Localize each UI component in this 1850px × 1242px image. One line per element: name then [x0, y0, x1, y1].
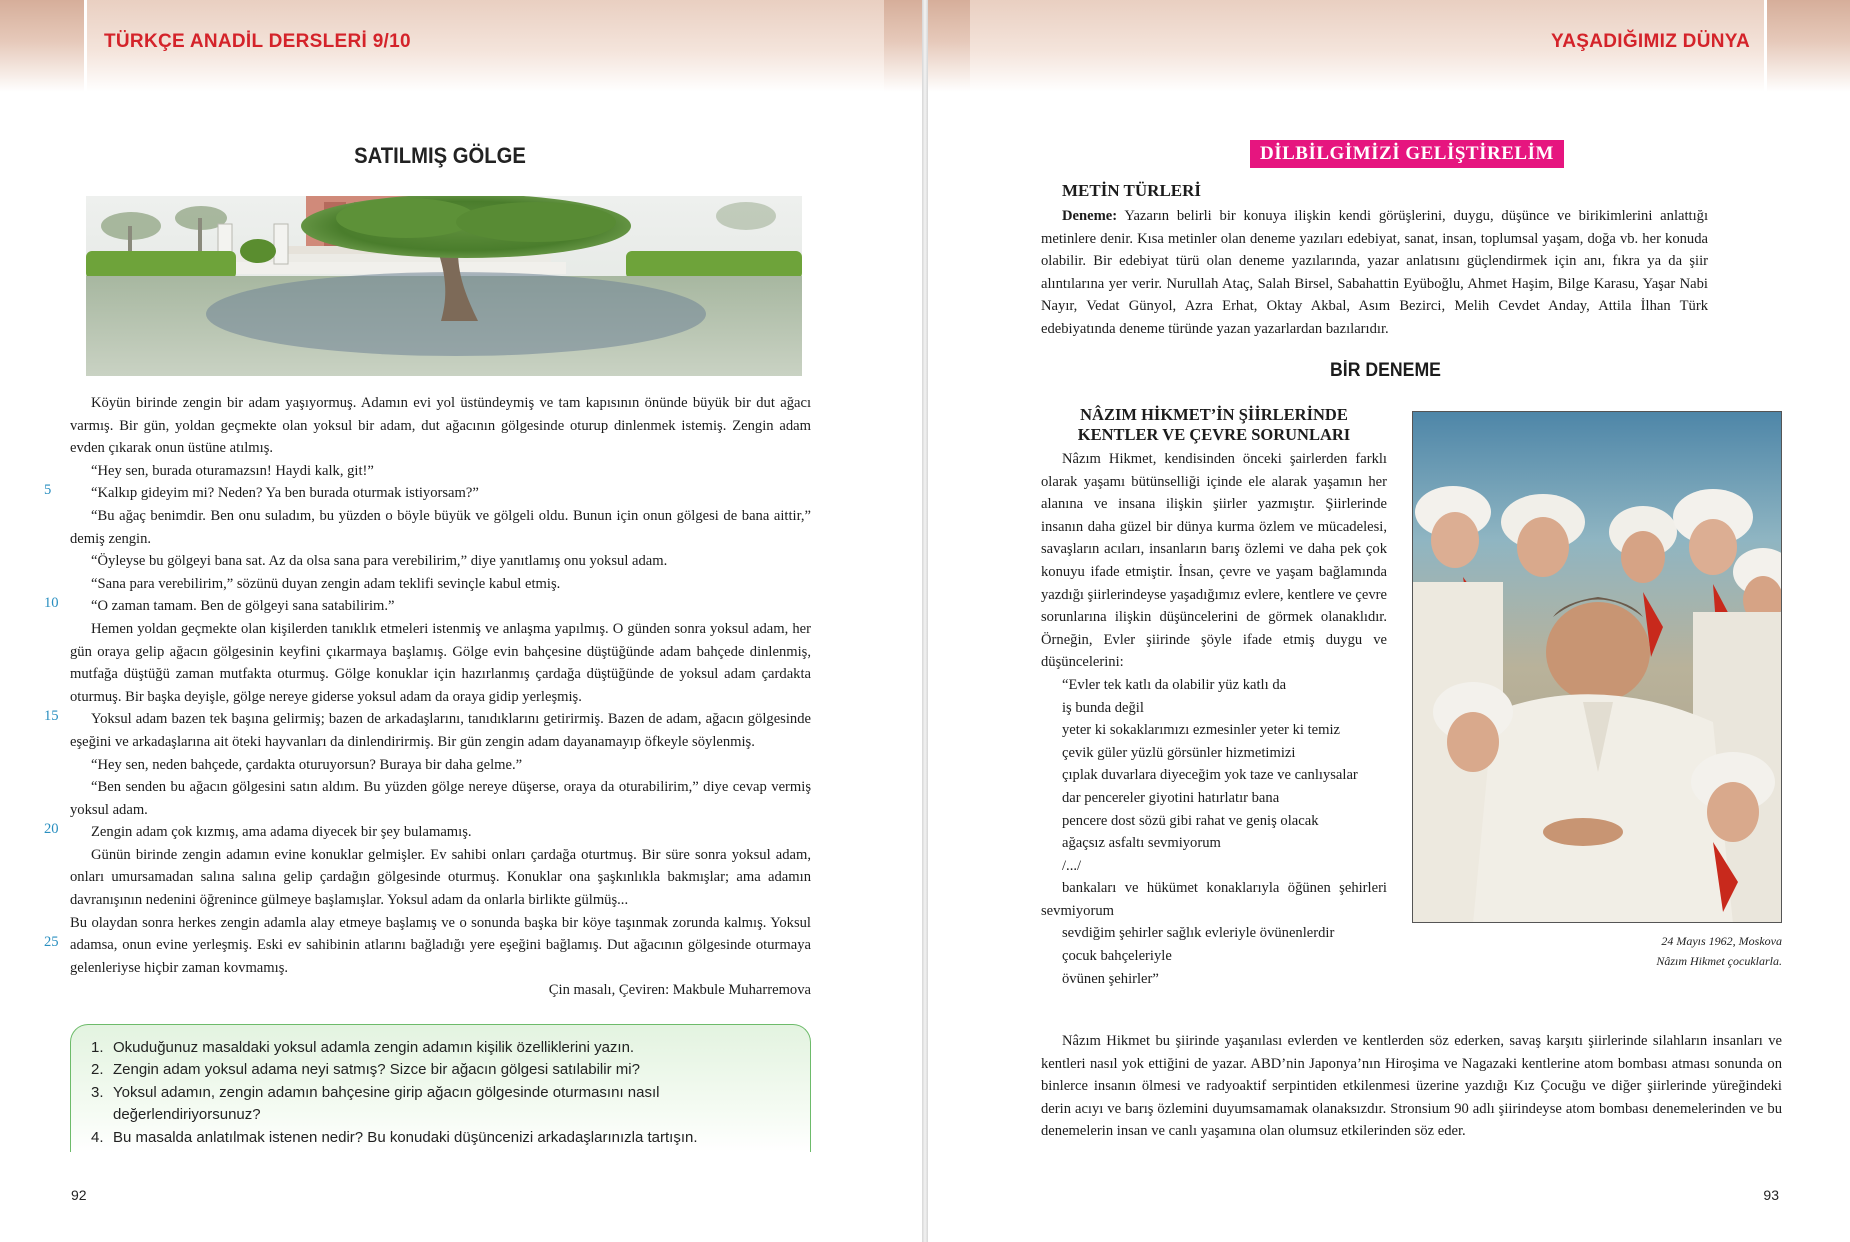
story-paragraph: “Hey sen, burada oturamazsın! Haydi kalk, git!” — [91, 462, 374, 479]
question-number: 2. — [91, 1061, 104, 1079]
poem-quote — [1041, 674, 1387, 990]
story-paragraph: Hemen yoldan geçmekte olan kişilerden tanıklık etmeleri istenmiş ve anlaşma yapılmış. O günden sonra yoksul adam, her gün oraya gelip ağacın gölgesinin keyfini çıkarmaya başlamış. Gölge evin bahçesine düştüğünde adam bahçede dinlenmiş, mutfağa düştüğü zaman mutfakta oturmuş. Gölge konuklar için hazırlanmış çardağa düştüğünde de yoksul adam çardakta oturmuş. Bir başka deyişle, gölge nereye giderse yoksul adam da oraya gidip yerleşmiş. — [70, 620, 811, 705]
page-number: 92 — [71, 1187, 87, 1203]
poem-line: pencere dost sözü gibi rahat ve geniş olacak — [1062, 812, 1319, 829]
story-title: SATILMIŞ GÖLGE — [354, 143, 526, 168]
question-text: Okuduğunuz masaldaki yoksul adamla zengin adamın kişilik özelliklerini yazın. — [113, 1039, 635, 1056]
line-number: 5 — [44, 482, 52, 498]
story-text — [70, 392, 811, 1002]
story-paragraph: “Öyleyse bu gölgeyi bana sat. Az da olsa sana para verebilirim,” diye yanıtlamış onu yoksul adam. — [91, 553, 668, 570]
questions-box — [70, 1024, 811, 1152]
question-number: 4. — [91, 1128, 104, 1146]
questions-list — [91, 1037, 790, 1149]
photo-caption — [1412, 931, 1782, 971]
poem-line: bankaları ve hükümet konaklarıyla öğünen şehirleri sevmiyorum — [1041, 880, 1387, 919]
line-number: 15 — [44, 708, 59, 724]
line-number: 25 — [44, 934, 59, 950]
caption-line: 24 Mayıs 1962, Moskova — [1661, 934, 1782, 948]
article-body — [1041, 448, 1387, 990]
question-item — [91, 1037, 790, 1059]
story-paragraph: “Kalkıp gideyim mi? Neden? Ya ben burada oturmak istiyorsam?” — [91, 485, 479, 502]
story-paragraph: Köyün birinde zengin bir adam yaşıyormuş. Adamın evi yol üstündeymiş ve tam kapısının önünde büyük bir dut ağacı varmış. Bir gün, yoldan geçmekte olan yoksul bir adam, dut ağacının gölgesinde oturup dinlenmek istemiş. Zengin adam evden çıkarak onun üstüne atılmış. — [70, 395, 811, 457]
question-number: 1. — [91, 1039, 104, 1056]
question-item — [91, 1127, 790, 1149]
poem-line: dar pencereler giyotini hatırlatır bana — [1062, 789, 1280, 806]
article-title-line: NÂZIM HİKMET’İN ŞİİRLERİNDE — [1080, 405, 1348, 424]
essay-heading: BİR DENEME — [1330, 360, 1441, 381]
story-paragraph: Yoksul adam bazen tek başına gelirmiş; bazen de arkadaşlarını, tanıdıklarını getirirmiş. Bazen de adam, ağacın gölgesinde eşeğini ve arkadaşlarına ait öteki hayvanları da dinlendirirmiş. Bir gün zengin adam dayanamayıp öfkeyle söylenmiş. — [70, 711, 811, 750]
question-text: Yoksul adamın, zengin adamın bahçesine girip ağacın gölgesinde oturmasını nasıl değerlendiriyorsunuz? — [113, 1083, 660, 1124]
poem-line: çıplak duvarlara diyeceğim yok taze ve canlıysalar — [1062, 767, 1358, 784]
story-paragraph: Zengin adam çok kızmış, ama adama diyecek bir şey bulamamış. — [91, 824, 472, 841]
line-number: 10 — [44, 595, 59, 611]
story-paragraph: “Bu ağaç benimdir. Ben onu suladım, bu yüzden o böyle büyük ve gölgeli oldu. Bunun için onun gölgesi de bana aittir,” demiş zengin. — [70, 507, 811, 547]
question-item — [91, 1082, 790, 1127]
poem-line: iş bunda değil — [1062, 699, 1144, 716]
question-number: 3. — [91, 1083, 104, 1101]
line-number: 20 — [44, 821, 59, 837]
left-page — [0, 0, 922, 1242]
poem-line: ağaçsız asfaltı sevmiyorum — [1062, 835, 1221, 852]
poem-line: çevik güler yüzlü görsünler hizmetimizi — [1062, 744, 1296, 761]
poem-line: /.../ — [1062, 857, 1082, 874]
story-paragraph: Günün birinde zengin adamın evine konuklar gelmişler. Ev sahibi onları çardağa oturtmuş. Bir süre sonra yoksul adam, onları umursamadan salına salına gelip çardağın gölgesinde oturmuş. Konuklar ona şaşkınlıkla bakmışlar; ama adamın davranışının nedenini öğrenince gülmeye başlamışlar. Yoksul adam da onlarla birlikte gülmüş... — [70, 846, 811, 909]
closing-paragraph: Nâzım Hikmet bu şiirinde yaşanılası evlerden ve kentlerden söz ederken, savaş karşıtı şiirlerinde silahların insanları ve kentleri nasıl yok ettiğini de yazar. ABD’nin Japonya’nın Hiroşima ve Nagazaki kentlerine atom bombası atması sonunda on binlerce insanın ölmesi ve radyoaktif serpintiden etkilenmesi üzerine yazdığı Kız Çocuğu ve diğer şiirlerinde yüreğindeki derin acıyı ve barış özlemini duyumsamamak olanaksızdır. Stronsium 90 adlı şiirindeyse atom bombası denemelerinden ve bu denemelerin insan ve canlı yaşamına olan olumsuz etkilerinden söz eder. — [1041, 1033, 1782, 1140]
story-paragraph: Bu olaydan sonra herkes zengin adamla alay etmeye başlamış ve o sonunda başka bir köye taşınmak zorunda kalmış. Yoksul adamsa, onun evine yerleşmiş. Eski ev sahibinin atlarını bağladığı yere eşeğini bağlamış. Dut ağacının gölgesinde oturmaya gelenleriyse hiçbir zaman kovmamış. — [70, 914, 811, 976]
right-page — [928, 0, 1850, 1242]
question-text: Bu masalda anlatılmak istenen nedir? Bu konudaki düşüncenizi arkadaşlarınızla tartışın. — [113, 1128, 698, 1146]
tree-in-garden-illustration — [86, 196, 802, 376]
caption-line: Nâzım Hikmet çocuklarla. — [1656, 954, 1782, 968]
question-item — [91, 1059, 790, 1081]
page-number: 93 — [1763, 1187, 1779, 1203]
left-header-title: TÜRKÇE ANADİL DERSLERİ 9/10 — [104, 31, 411, 52]
poem-line: övünen şehirler” — [1062, 970, 1159, 987]
article-title-line: KENTLER VE ÇEVRE SORUNLARI — [1077, 425, 1351, 444]
poem-line: çocuk bahçeleriyle — [1062, 948, 1172, 965]
definition-term: Deneme: — [1062, 208, 1118, 224]
section-badge: DİLBİLGİMİZİ GELİŞTİRELİM — [1250, 140, 1564, 168]
subsection-title: METİN TÜRLERİ — [1062, 181, 1202, 200]
story-paragraph: “O zaman tamam. Ben de gölgeyi sana satabilirim.” — [91, 598, 395, 615]
poem-line: yeter ki sokaklarımızı ezmesinler yeter ki temiz — [1062, 722, 1340, 739]
poem-line: “Evler tek katlı da olabilir yüz katlı da — [1062, 676, 1287, 693]
article-title — [1041, 405, 1387, 445]
story-source: Çin masalı, Çeviren: Makbule Muharremova — [548, 982, 811, 999]
poem-line: sevdiğim şehirler sağlık evleriyle övünenlerdir — [1062, 925, 1335, 942]
story-paragraph: “Ben senden bu ağacın gölgesini satın aldım. Bu yüzden gölge nereye düşerse, oraya da oturabilirim,” diye cevap vermiş yoksul adam. — [70, 779, 811, 818]
story-paragraph: “Hey sen, neden bahçede, çardakta oturuyorsun? Buraya bir daha gelme.” — [91, 756, 523, 773]
definition-body: Yazarın belirli bir konuya ilişkin kendi görüşlerini, duygu, düşünce ve birikimlerini anlattığı metinlere denir. Kısa metinler olan deneme yazıları edebiyat, sanat, insan, toplumsal yaşam, doğa vb. her konuda olabilir. Bir edebiyat türü olan deneme yazılarında, yazar anlatısını güçlendirmek için anı, fıkra ya da şiir alıntılarına yer verir. Nurullah Ataç, Salah Birsel, Sabahattin Eyüboğlu, Ahmet Haşim, Bilge Karasu, Yaşar Nabi Nayır, Vedat Günyol, Azra Erhat, Oktay Akbal, Asım Bezirci, Melih Cevdet Anday, Attila İlhan Türk edebiyatında deneme türünde yazan yazarlardan bazılarıdır. — [1041, 208, 1708, 337]
definition-text — [1041, 205, 1708, 341]
nazim-hikmet-with-children-photo — [1412, 411, 1782, 923]
question-text: Zengin adam yoksul adama neyi satmış? Sizce bir ağacın gölgesi satılabilir mi? — [113, 1061, 640, 1079]
closing-text — [1041, 1030, 1782, 1143]
right-header-title: YAŞADIĞIMIZ DÜNYA — [1550, 31, 1750, 52]
story-paragraph: “Sana para verebilirim,” sözünü duyan zengin adam teklifi sevinçle kabul etmiş. — [91, 575, 561, 592]
article-intro: Nâzım Hikmet, kendisinden önceki şairlerden farklı olarak yaşamı bütünselliği içinde ele alarak yaşamın her alanına ve insana ilişkin şiirler yazmıştır. Şiirlerinde insanın daha güzel bir dünya kurma özlem ve mücadelesi, savaşların acıları, insanların barış özlemi ve daha pek çok konuyu ifade etmiştir. İnsan, çevre ve yaşam bağlamında yazdığı şiirlerindeyse yaşadığımız evlere, kentlere ve çevre sorunlarına ilişkin düşüncelerini de görmek olanaklıdır. Örneğin, Evler şiirinde şöyle ifade etmiş duygu ve düşüncelerini: — [1041, 451, 1387, 671]
